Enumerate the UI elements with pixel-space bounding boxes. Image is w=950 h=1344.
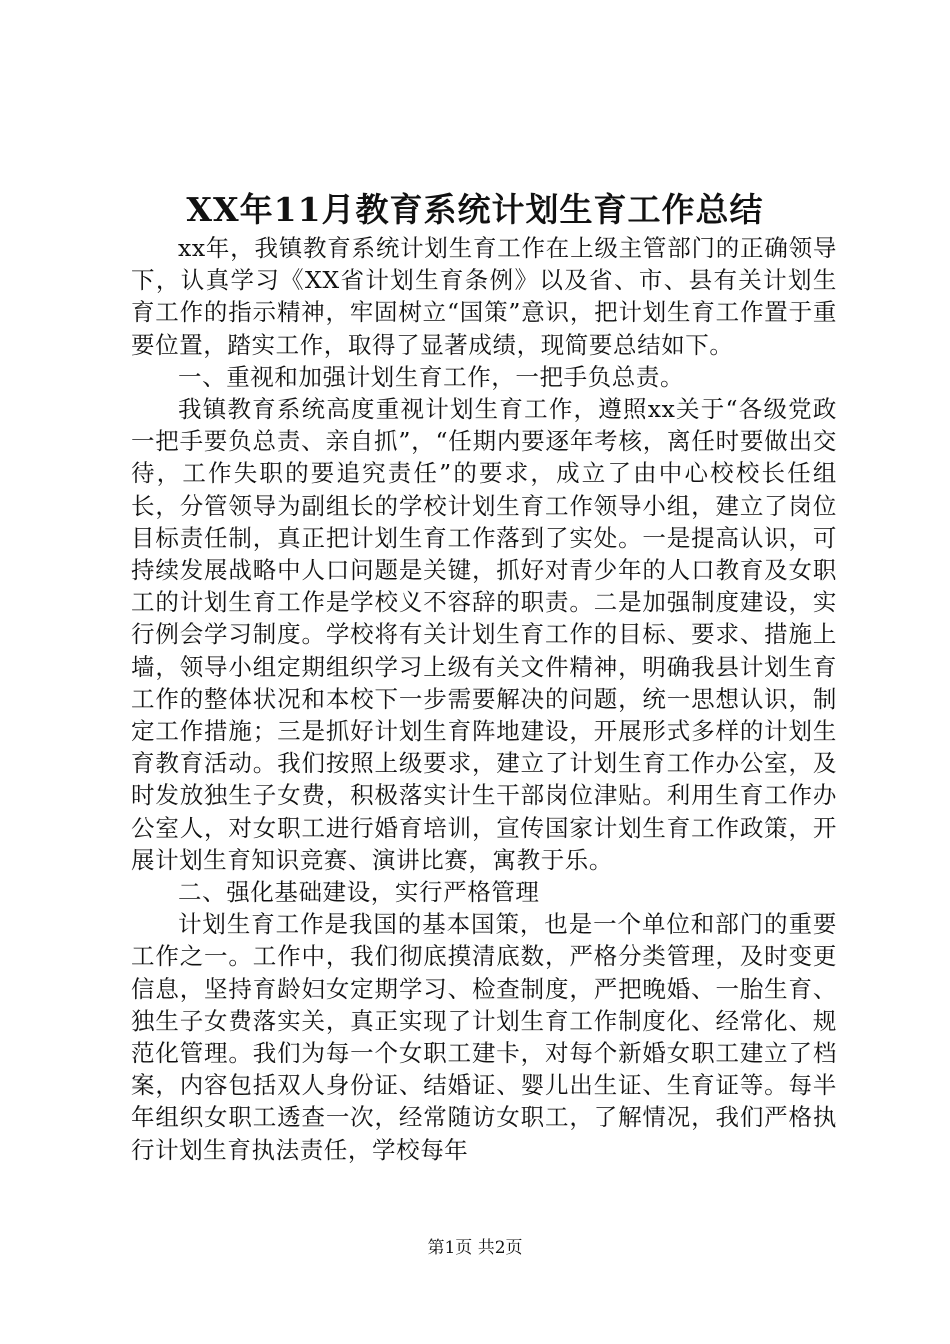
page-footer: 第1页 共2页 bbox=[427, 1238, 523, 1258]
section-heading-2: 二、强化基础建设，实行严格管理 bbox=[178, 878, 540, 907]
document-body bbox=[131, 232, 837, 1166]
section-2-paragraph: 计划生育工作是我国的基本国策，也是一个单位和部门的重要工作之一。工作中，我们彻底摸清底数，严格分类管理，及时变更信息，坚持育龄妇女定期学习、检查制度，严把晚婚、一胎生育、独生子女费落实关，真正实现了计划生育工作制度化、经常化、规范化管理。我们为每一个女职工建卡，对每个新婚女职工建立了档案，内容包括双人身份证、结婚证、婴儿出生证、生育证等。每半年组织女职工透查一次，经常随访女职工，了解情况，我们严格执行计划生育执法责任，学校每年 bbox=[131, 910, 837, 1164]
section-1-paragraph: 我镇教育系统高度重视计划生育工作，遵照xx关于“各级党政一把手要负总责、亲自抓”，“任期内要逐年考核，离任时要做出交待，工作失职的要追究责任”的要求，成立了由中心校校长任组长，分管领导为副组长的学校计划生育工作领导小组，建立了岗位目标责任制，真正把计划生育工作落到了实处。一是提高认识，可持续发展战略中人口问题是关键，抓好对青少年的人口教育及女职工的计划生育工作是学校义不容辞的职责。二是加强制度建设，实行例会学习制度。学校将有关计划生育工作的目标、要求、措施上墙，领导小组定期组织学习上级有关文件精神，明确我县计划生育工作的整体状况和本校下一步需要解决的问题，统一思想认识，制定工作措施；三是抓好计划生育阵地建设，开展形式多样的计划生育教育活动。我们按照上级要求，建立了计划生育工作办公室，及时发放独生子女费，积极落实计生干部岗位津贴。利用生育工作办公室人，对女职工进行婚育培训，宣传国家计划生育工作政策，开展计划生育知识竞赛、演讲比赛，寓教于乐。 bbox=[131, 395, 837, 874]
document-title: XX年11月教育系统计划生育工作总结 bbox=[186, 190, 764, 229]
section-heading-1: 一、重视和加强计划生育工作，一把手负总责。 bbox=[178, 362, 685, 391]
intro-paragraph: xx年，我镇教育系统计划生育工作在上级主管部门的正确领导下，认真学习《XX省计划生育条例》以及省、市、县有关计划生育工作的指示精神，牢固树立“国策”意识，把计划生育工作置于重要位置，踏实工作，取得了显著成绩，现简要总结如下。 bbox=[131, 234, 837, 359]
